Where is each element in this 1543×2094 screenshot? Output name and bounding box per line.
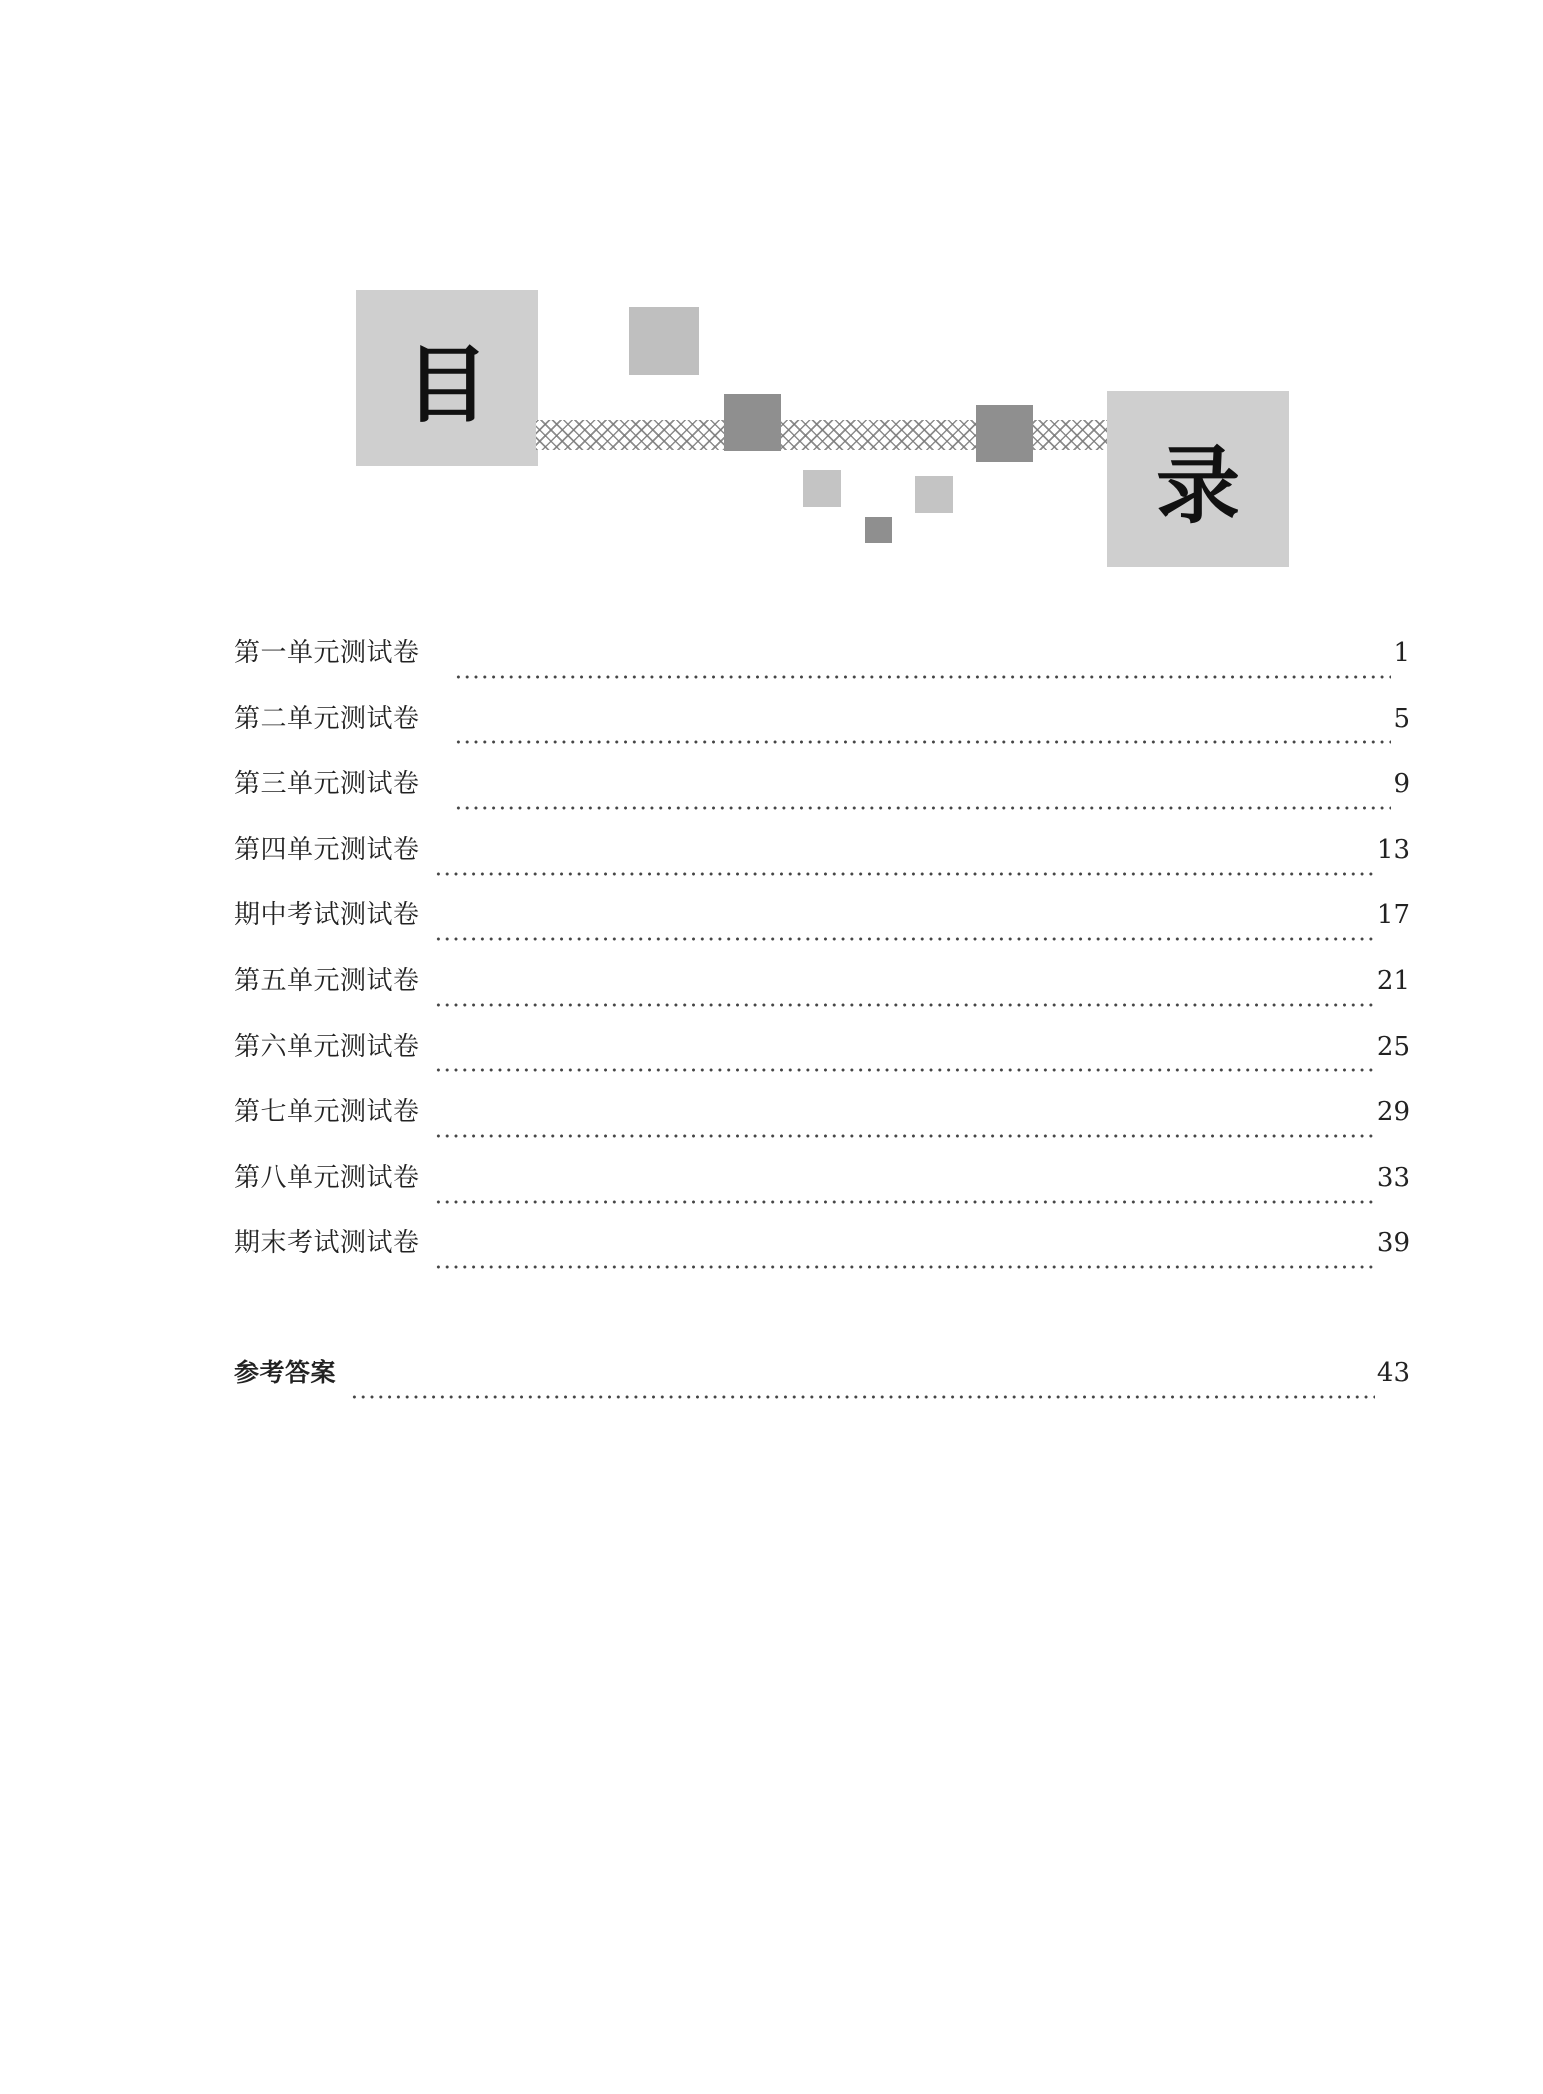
toc-entry[interactable] bbox=[234, 1031, 1410, 1100]
toc-leader-dots bbox=[434, 1134, 1375, 1138]
toc-entry-page: 13 bbox=[1376, 834, 1410, 865]
toc-entry-title: 第五单元测试卷 bbox=[234, 965, 420, 996]
toc-leader-dots bbox=[434, 1200, 1375, 1204]
toc-leader-dots bbox=[434, 1265, 1375, 1269]
toc-answers-title: 参考答案 bbox=[234, 1357, 337, 1387]
decorative-square bbox=[724, 394, 781, 451]
toc-entry-page: 33 bbox=[1376, 1162, 1410, 1193]
decorative-square bbox=[865, 517, 892, 543]
toc-entry[interactable] bbox=[234, 771, 1410, 837]
toc-leader-dots bbox=[454, 675, 1392, 679]
table-of-contents bbox=[234, 640, 1410, 1426]
decorative-square bbox=[915, 476, 953, 513]
contents-heading-box-right bbox=[1107, 391, 1289, 567]
toc-leader-dots bbox=[434, 1068, 1375, 1072]
toc-leader-dots bbox=[454, 806, 1392, 810]
toc-entry[interactable] bbox=[234, 1099, 1410, 1165]
toc-leader-dots bbox=[454, 740, 1392, 744]
contents-heading-char-mu: 目 bbox=[404, 335, 489, 434]
toc-entry-page: 25 bbox=[1376, 1031, 1410, 1062]
toc-entry-title: 第七单元测试卷 bbox=[234, 1097, 420, 1128]
toc-entry-page: 21 bbox=[1376, 965, 1410, 996]
toc-entry[interactable] bbox=[234, 703, 1410, 772]
toc-entry[interactable] bbox=[234, 902, 1410, 968]
toc-entry-title: 第三单元测试卷 bbox=[234, 769, 420, 800]
toc-entry[interactable] bbox=[234, 1162, 1410, 1231]
toc-leader-dots bbox=[434, 872, 1375, 876]
toc-entry-title: 第八单元测试卷 bbox=[234, 1162, 420, 1193]
toc-entry-page: 9 bbox=[1393, 769, 1410, 800]
toc-entry[interactable] bbox=[234, 640, 1410, 706]
toc-leader-dots bbox=[434, 1003, 1375, 1007]
toc-entry-answers[interactable] bbox=[234, 1357, 1410, 1426]
toc-answers-page: 43 bbox=[1376, 1357, 1410, 1388]
toc-entry-page: 17 bbox=[1376, 900, 1410, 931]
toc-entry[interactable] bbox=[234, 965, 1410, 1034]
toc-entry-title: 第一单元测试卷 bbox=[234, 638, 420, 668]
toc-entry-page: 5 bbox=[1393, 703, 1410, 734]
toc-leader-dots bbox=[434, 937, 1375, 941]
toc-entry-title: 第六单元测试卷 bbox=[234, 1031, 420, 1062]
toc-entry[interactable] bbox=[234, 1230, 1410, 1296]
toc-entry[interactable] bbox=[234, 834, 1410, 903]
decorative-square bbox=[629, 307, 699, 375]
toc-entry-title: 第二单元测试卷 bbox=[234, 703, 420, 734]
toc-entry-title: 期末考试测试卷 bbox=[234, 1228, 420, 1259]
toc-entry-page: 1 bbox=[1393, 638, 1410, 668]
decorative-square bbox=[976, 405, 1033, 462]
toc-leader-dots bbox=[350, 1395, 1375, 1399]
toc-entry-page: 39 bbox=[1376, 1228, 1410, 1259]
toc-entry-page: 29 bbox=[1376, 1097, 1410, 1128]
toc-entry-title: 第四单元测试卷 bbox=[234, 834, 420, 865]
contents-heading-box-left bbox=[356, 290, 538, 466]
contents-heading-char-lu: 录 bbox=[1155, 436, 1240, 535]
toc-entry-title: 期中考试测试卷 bbox=[234, 900, 420, 931]
decorative-square bbox=[803, 470, 841, 507]
